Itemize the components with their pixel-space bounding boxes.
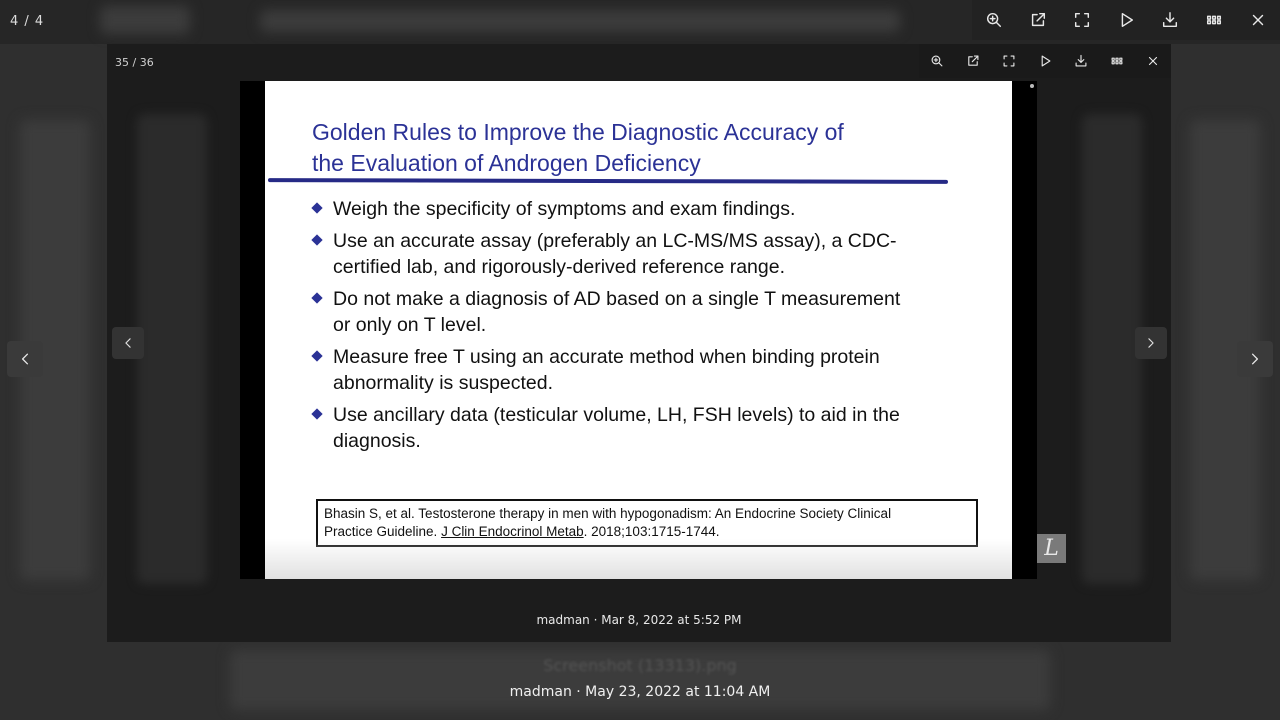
- grid-icon: [1110, 54, 1124, 68]
- slideshow-play-button[interactable]: [1104, 0, 1148, 40]
- slide-edge-dot: [1030, 84, 1034, 88]
- reference-line: Practice Guideline. J Clin Endocrinol Metab. 2018;103:1715-1744.: [324, 524, 720, 539]
- inner-zoom-in-button[interactable]: [919, 44, 955, 78]
- inner-viewer-panel: [107, 44, 1171, 642]
- slide-title-line: Golden Rules to Improve the Diagnostic Accuracy of: [312, 119, 844, 145]
- bullet-item: [309, 402, 999, 454]
- inner-thumbnails-button[interactable]: [1099, 44, 1135, 78]
- thumbnails-button[interactable]: [1192, 0, 1236, 40]
- inner-prev-button[interactable]: [112, 327, 144, 359]
- play-icon: [1038, 54, 1052, 68]
- slide-content: [265, 81, 1012, 579]
- outer-toolbar: [972, 0, 1280, 40]
- inner-toolbar: [919, 44, 1171, 78]
- bullet-item: [309, 228, 999, 280]
- inner-next-button[interactable]: [1135, 327, 1167, 359]
- zoom-in-icon: [930, 54, 944, 68]
- inner-caption: madman · Mar 8, 2022 at 5:52 PM: [536, 613, 742, 627]
- outer-image-counter: 4 / 4: [10, 14, 45, 29]
- title-underline: [268, 178, 948, 184]
- diamond-bullet-icon: [311, 202, 322, 213]
- grid-icon: [1205, 11, 1223, 29]
- fullscreen-button[interactable]: [1060, 0, 1104, 40]
- slide-title: [312, 117, 952, 179]
- diamond-bullet-icon: [311, 350, 322, 361]
- inner-background-blur-block: [1082, 114, 1142, 584]
- bullet-item: [309, 344, 999, 396]
- download-icon: [1161, 11, 1179, 29]
- bullet-text: Use an accurate assay (preferably an LC-MS/MS assay), a CDC- certified lab, and rigorously-derived reference range.: [333, 230, 897, 278]
- bullet-list: [309, 196, 999, 460]
- outer-caption: madman · May 23, 2022 at 11:04 AM: [509, 684, 771, 700]
- chevron-left-icon: [121, 336, 135, 350]
- diamond-bullet-icon: [311, 234, 322, 245]
- publisher-logo-icon: L: [1037, 534, 1066, 563]
- slide-image: [240, 81, 1037, 579]
- download-icon: [1074, 54, 1088, 68]
- open-external-icon: [966, 54, 980, 68]
- chevron-right-icon: [1144, 336, 1158, 350]
- play-icon: [1117, 11, 1135, 29]
- reference-journal: J Clin Endocrinol Metab: [441, 524, 584, 539]
- inner-slideshow-play-button[interactable]: [1027, 44, 1063, 78]
- chevron-right-icon: [1247, 351, 1263, 367]
- close-icon: [1249, 11, 1267, 29]
- open-external-button[interactable]: [1016, 0, 1060, 40]
- fullscreen-icon: [1002, 54, 1016, 68]
- bullet-text: Weigh the specificity of symptoms and exam findings.: [333, 198, 796, 220]
- diamond-bullet-icon: [311, 408, 322, 419]
- close-button[interactable]: [1236, 0, 1280, 40]
- chevron-left-icon: [17, 351, 33, 367]
- slide-title-line: the Evaluation of Androgen Deficiency: [312, 150, 701, 176]
- bullet-item: [309, 286, 999, 338]
- outer-prev-button[interactable]: [7, 341, 43, 377]
- background-blur-block: [260, 10, 900, 32]
- bullet-text: Do not make a diagnosis of AD based on a single T measurement or only on T level.: [333, 288, 901, 336]
- slide-bottom-fade: [265, 539, 1012, 579]
- diamond-bullet-icon: [311, 292, 322, 303]
- background-blur-block: [100, 6, 190, 34]
- open-external-icon: [1029, 11, 1047, 29]
- zoom-in-button[interactable]: [972, 0, 1016, 40]
- close-icon: [1146, 54, 1160, 68]
- download-button[interactable]: [1148, 0, 1192, 40]
- bullet-text: Measure free T using an accurate method when binding protein abnormality is suspected.: [333, 346, 880, 394]
- inner-download-button[interactable]: [1063, 44, 1099, 78]
- inner-background-blur-block: [137, 114, 207, 584]
- bullet-item: [309, 196, 999, 222]
- reference-line: Bhasin S, et al. Testosterone therapy in men with hypogonadism: An Endocrine Society Clinical: [324, 506, 892, 521]
- outer-next-button[interactable]: [1237, 341, 1273, 377]
- inner-image-counter: 35 / 36: [115, 56, 154, 69]
- inner-open-external-button[interactable]: [955, 44, 991, 78]
- bullet-text: Use ancillary data (testicular volume, LH, FSH levels) to aid in the diagnosis.: [333, 404, 900, 452]
- inner-fullscreen-button[interactable]: [991, 44, 1027, 78]
- background-filename: Screenshot (13313).png: [543, 656, 737, 675]
- fullscreen-icon: [1073, 11, 1091, 29]
- inner-close-button[interactable]: [1135, 44, 1171, 78]
- zoom-in-icon: [985, 11, 1003, 29]
